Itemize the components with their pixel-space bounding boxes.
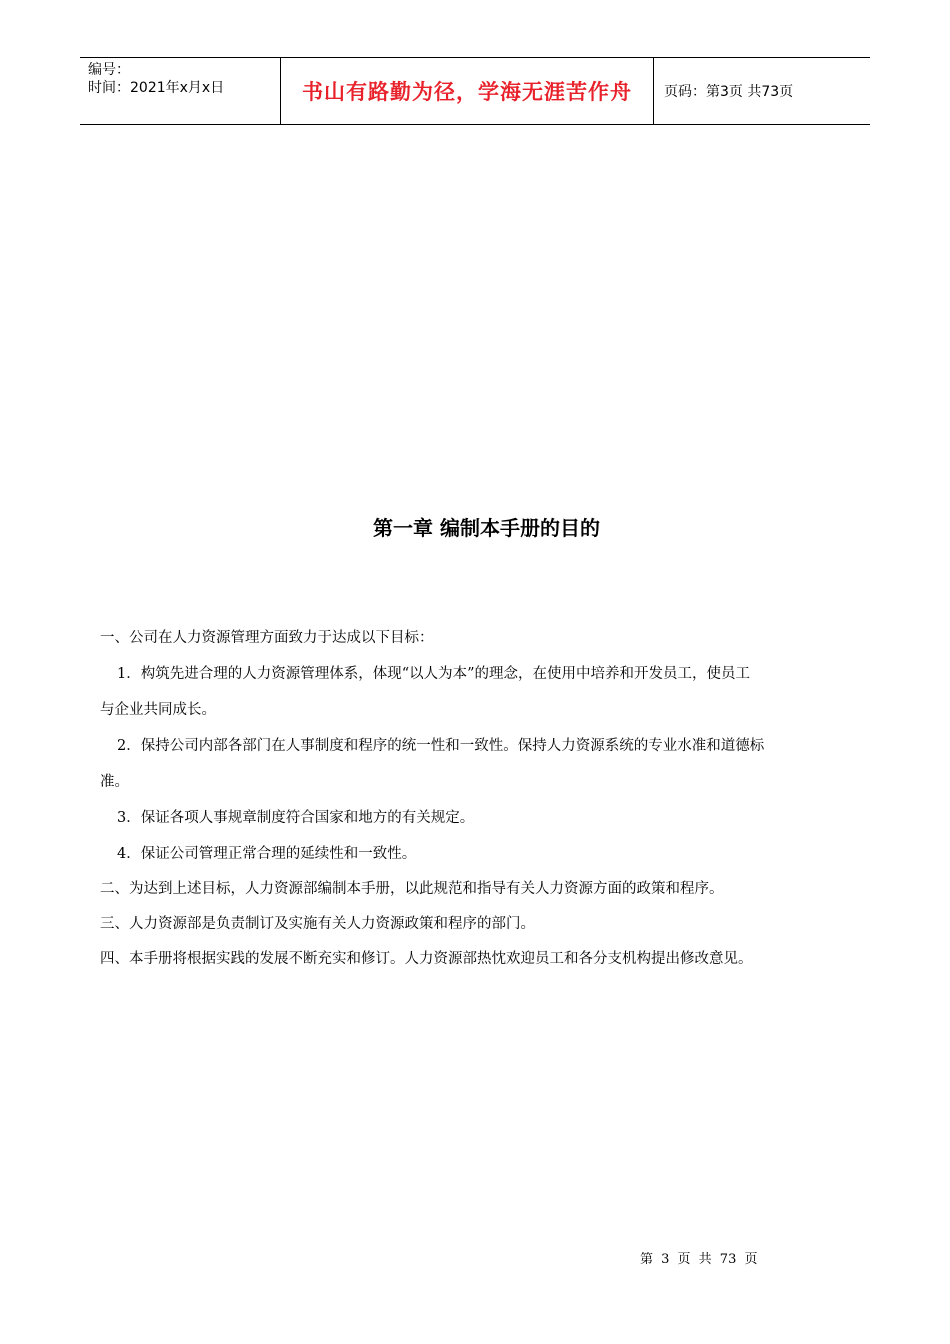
document-body [100, 628, 875, 970]
header-meta [80, 58, 281, 124]
page-header [80, 57, 870, 125]
header-motto: 书山有路勤为径，学海无涯苦作舟 [281, 58, 654, 124]
header-page-info: 页码：第3页 共73页 [664, 84, 794, 100]
paragraph-1: 一、公司在人力资源管理方面致力于达成以下目标： [100, 630, 434, 646]
time-label: 时间：2021年x月x日 [88, 80, 225, 96]
paragraph-1-item-2-line-2: 准。 [100, 774, 129, 790]
paragraph-1-item-4: 4．保证公司管理正常合理的延续性和一致性。 [117, 846, 417, 862]
paragraph-2: 二、为达到上述目标，人力资源部编制本手册，以此规范和指导有关人力资源方面的政策和程序。 [100, 881, 724, 897]
paragraph-1-item-3: 3．保证各项人事规章制度符合国家和地方的有关规定。 [117, 810, 475, 826]
paragraph-1-item-1-line-1: 1．构筑先进合理的人力资源管理体系，体现“以人为本”的理念，在使用中培养和开发员工，使员工 [117, 666, 751, 682]
chapter-title: 第一章 编制本手册的目的 [373, 516, 600, 540]
page-footer: 第 3 页 共 73 页 [640, 1252, 758, 1267]
serial-label: 编号： [88, 62, 130, 78]
paragraph-1-item-2-line-1: 2．保持公司内部各部门在人事制度和程序的统一性和一致性。保持人力资源系统的专业水准和道德标 [117, 738, 765, 754]
paragraph-1-item-1-line-2: 与企业共同成长。 [100, 702, 216, 718]
paragraph-4: 四、本手册将根据实践的发展不断充实和修订。人力资源部热忱欢迎员工和各分支机构提出修改意见。 [100, 951, 753, 967]
paragraph-3: 三、人力资源部是负责制订及实施有关人力资源政策和程序的部门。 [100, 916, 535, 932]
